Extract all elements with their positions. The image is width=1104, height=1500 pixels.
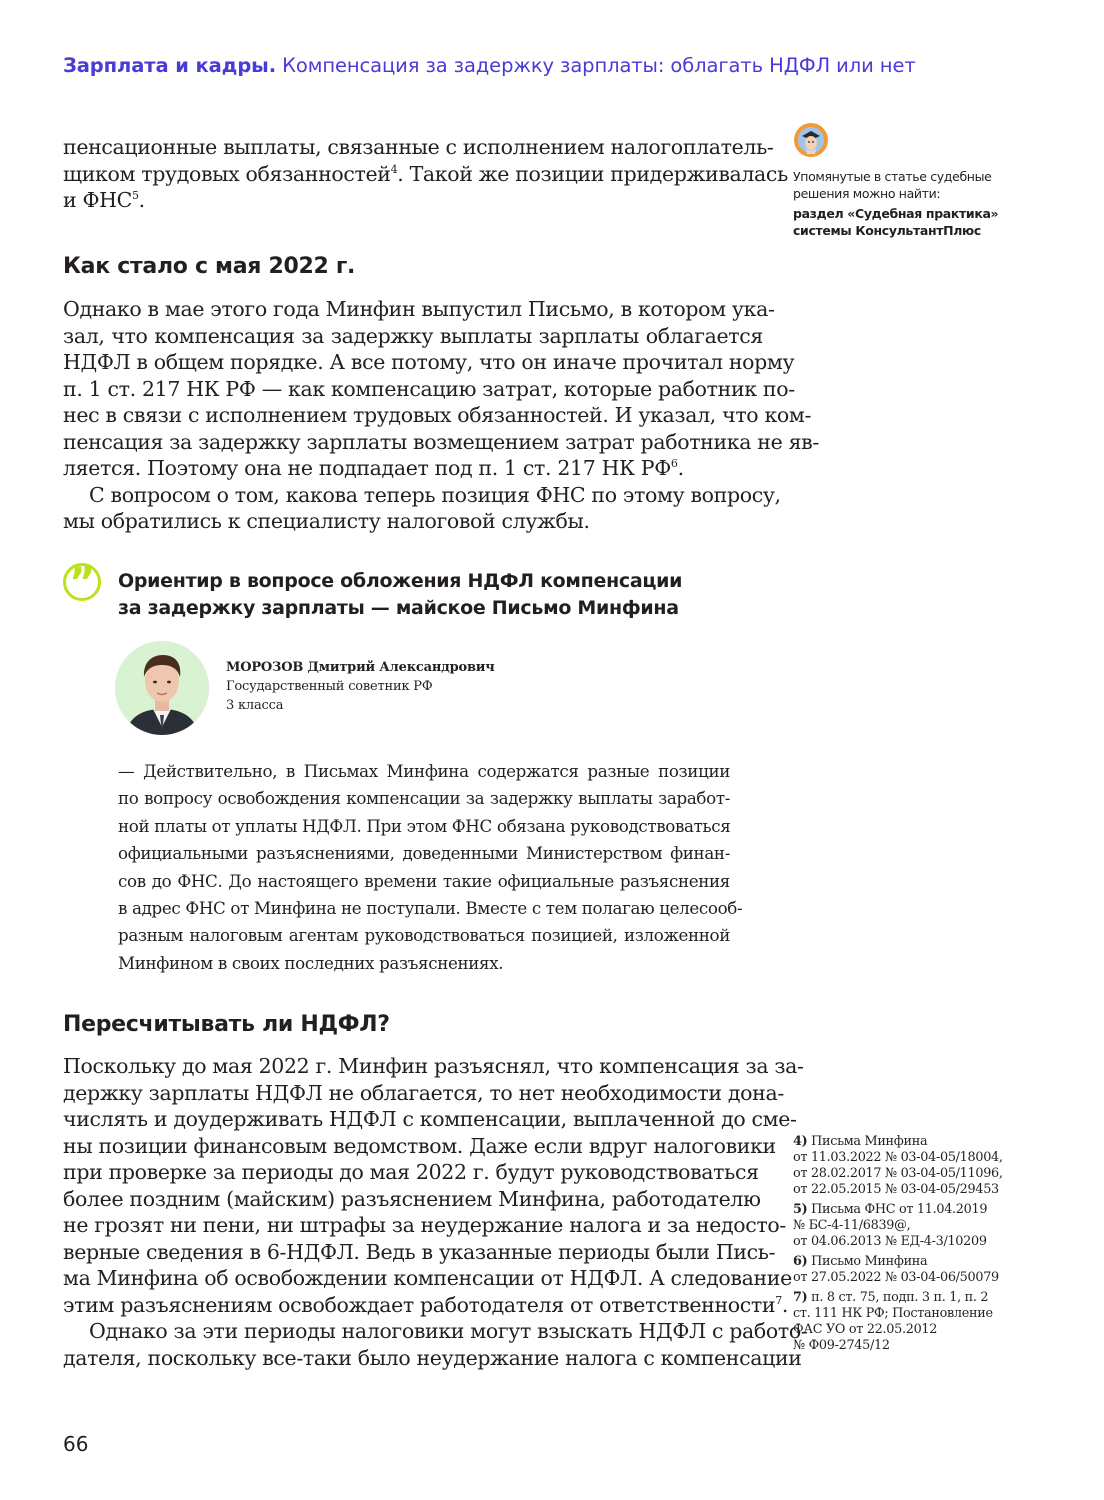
text-line: пенсация за задержку зарплаты возмещением затрат работника не яв- [63,429,819,454]
footnote-ref: 4 [390,162,398,176]
text-line: ны позиции финансовым ведомством. Даже если вдруг налоговики [63,1133,776,1158]
section-heading: Пересчитывать ли НДФЛ? [63,1012,390,1037]
text-line: НДФЛ в общем порядке. А все потому, что он иначе прочитал норму [63,350,795,374]
text-line: — Действительно, в Письмах Минфина содержатся разные позиции [118,761,730,781]
text-line: Поскольку до мая 2022 г. Минфин разъяснял, что компенсация за за- [63,1054,804,1078]
footnote: 7) п. 8 ст. 75, подп. 3 п. 1, п. 2 ст. 111 НК РФ; Постановление ФАС УО от 22.05.2012 № Ф09-2745/12 [793,1290,993,1353]
header-title: Компенсация за задержку зарплаты: облагать НДФЛ или нет [282,54,916,77]
text-line: в адрес ФНС от Минфина не поступали. Вместе с тем полагаю целесооб- [118,898,743,919]
text-line: ной платы от уплаты НДФЛ. При этом ФНС обязана руководствоваться [118,815,731,836]
footnote-ref: 6 [670,457,678,470]
sidebar-note [793,168,998,239]
text-line: Минфином в своих последних разъяснениях. [118,952,504,973]
text-line: этим разъяснениям освобождает работодателя от ответственности$^7$. [63,1292,789,1317]
text-line: держку зарплаты НДФЛ не облагается, то нет необходимости дона- [63,1080,784,1105]
page-number: 66 [63,1432,89,1456]
text-line: щиком трудовых обязанностей$^4$. Такой же позиции придерживалась [63,161,788,186]
text-line: п. 1 ст. 217 НК РФ — как компенсацию затрат, которые работник по- [63,376,795,401]
sidebar-link-text: раздел «Судебная практика» [793,206,999,221]
text-line: Однако за эти периоды налоговики могут взыскать НДФЛ с работо- [89,1319,808,1343]
text-line: ляется. Поэтому она не подпадает под п. 1 ст. 217 НК $РФ^6$. [63,456,684,480]
text-line: при проверке за периоды до мая 2022 г. будут руководствоваться [63,1160,759,1184]
text-line: разным налоговым агентам руководствоваться позицией, изложенной [118,925,730,946]
text-line: верные сведения в 6-НДФЛ. Ведь в указанные периоды были Пись- [63,1239,776,1264]
text-line: по вопросу освобождения компенсации за задержку выплаты заработ- [118,788,730,809]
text-line: зал, что компенсация за задержку выплаты зарплаты облагается [63,323,763,348]
text-line: официальными разъяснениями, доведенными Министерством финан- [118,843,730,864]
text-line: Однако в мае этого года Минфин выпустил Письмо, в котором ука- [63,297,775,321]
text-line: сов до ФНС. До настоящего времени такие официальные разъяснения [118,870,730,891]
expert-position: 3 класса [226,698,284,713]
text-line: мы обратились к специалисту налоговой службы. [63,509,590,533]
expert-photo-icon [115,641,209,735]
sidebar-text: Упомянутые в статье судебные [793,169,992,184]
text-line: дателя, поскольку все-таки было неудержание налога с компенсации [63,1345,802,1370]
quote-text [118,758,743,977]
footnote-ref: 5 [132,189,139,202]
judge-icon [793,122,829,158]
text-line: пенсационные выплаты, связанные с исполнением налогоплатель- [63,135,774,159]
quote-title-line: за задержку зарплаты — майское Письмо Минфина [118,597,679,619]
text-line: не грозят ни пени, ни штрафы за неудержание налога и за недосто- [63,1213,786,1237]
header-section: Зарплата и кадры. [63,54,277,77]
quote-title [118,568,682,622]
expert-info [226,658,495,715]
footnote: 4) Письма Минфина от 11.03.2022 № 03-04-05/18004, от 28.02.2017 № 03-04-05/11096, от 22.05.2015 № 03-04-05/29453 [793,1134,1003,1197]
text-line: более поздним (майским) разъяснением Минфина, работодателю [63,1186,761,1211]
footnote: 6) Письмо Минфина от 27.05.2022 № 03-04-06/50079 [793,1254,999,1285]
text-line: ма Минфина об освобождении компенсации от НДФЛ. А следование [63,1266,792,1290]
expert-position: Государственный советник РФ [226,679,433,694]
sidebar-text: решения можно найти: [793,186,941,201]
text-line: числять и доудерживать НДФЛ с компенсации, выплаченной до сме- [63,1107,797,1131]
quote-title-line: Ориентир в вопросе обложения НДФЛ компенсации [118,570,683,592]
section2-paragraph [63,1053,808,1371]
expert-avatar [115,641,209,735]
footnote: 5) Письма ФНС от 11.04.2019 № БС-4-11/6839@, от 04.06.2013 № ЕД-4-3/10209 [793,1202,988,1249]
footnotes [793,1134,1003,1358]
section1-paragraph [63,296,819,535]
quote-icon: ” [63,563,101,601]
intro-paragraph [63,134,788,214]
text-line: С вопросом о том, какова теперь позиция ФНС по этому вопросу, [89,482,781,507]
sidebar-link-text: системы КонсультантПлюс [793,223,981,238]
expert-name: МОРОЗОВ Дмитрий Александрович [226,660,495,675]
text-line: и ФНС$^5$. [63,188,145,212]
section-heading: Как стало с мая 2022 г. [63,254,356,279]
text-line: нес в связи с исполнением трудовых обязанностей. И указал, что ком- [63,403,812,427]
footnote-ref: 7 [775,1293,782,1307]
running-header [63,54,916,77]
